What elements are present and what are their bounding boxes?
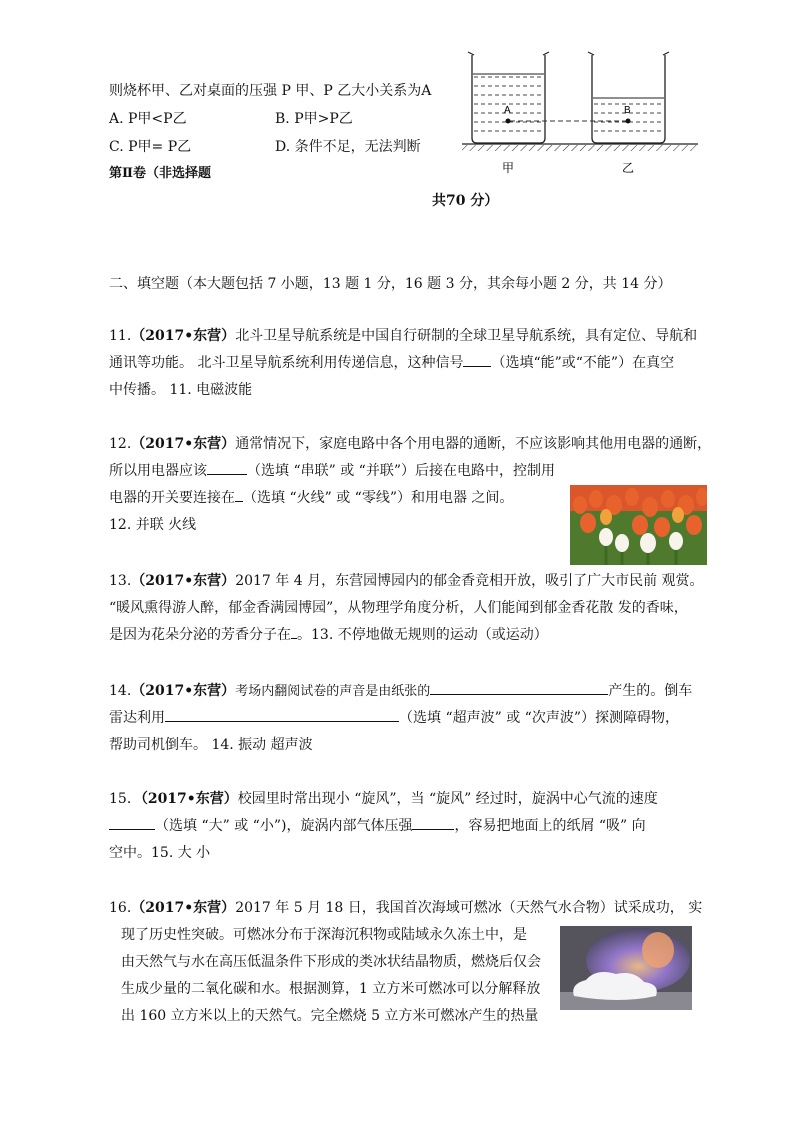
caption-jia: 甲 — [502, 161, 515, 175]
q12-line2: 所以用电器应该 （选填 “串联” 或 “并联”）后接在电路中，控制用 — [109, 460, 555, 483]
q15-line2: （选填 “大” 或 “小”)，旋涡内部气体压强 ，容易把地面上的纸屑 “吸” 向 — [109, 815, 646, 838]
q16-line1: 16.（2017•东营）2017 年 5 月 18 日，我国首次海域可燃冰（天然气水合物）试采成功， 实 — [109, 900, 703, 916]
q10-option-c: C. P甲= P乙 — [109, 139, 192, 155]
q13-line3: 是因为花朵分泌的芳香分子在 。13. 不停地做无规则的运动（或运动） — [109, 624, 548, 647]
q16-line3: 由天然气与水在高压低温条件下形成的类冰状结晶物质，燃烧后仅会 — [121, 954, 541, 970]
q10-stem: 则烧杯甲、乙对桌面的压强 P 甲、P 乙大小关系为A — [109, 83, 432, 99]
q15-line1: 15．（2017•东营）校园里时常出现小 “旋风”，当 “旋风” 经过时，旋涡中心气流的速度 — [109, 791, 658, 807]
q15-blank1 — [109, 815, 155, 830]
point-a-label: A — [504, 105, 511, 116]
q16-line4: 生成少量的二氧化碳和水。根据测算，1 立方米可燃冰可以分解释放 — [121, 981, 541, 997]
q13-line2: “暖风熏得游人醉，郁金香满园博园”，从物理学角度分析，人们能闻到郁金香花散 发的香味， — [109, 600, 688, 616]
q13-line1: 13.（2017•东营）2017 年 4 月，东营园博园内的郁金香竞相开放，吸引了广大市民前 观赏。 — [109, 573, 704, 589]
caption-yi: 乙 — [622, 161, 635, 175]
q11-line2: 通讯等功能。 北斗卫星导航系统利用传递信息，这种信号 （选填“能”或“不能”）在真空 — [109, 352, 674, 375]
part2-score: 共70 分） — [432, 193, 499, 209]
q11-line1: 11.（2017•东营）北斗卫星导航系统是中国自行研制的全球卫星导航系统，具有定位、导航和 — [109, 328, 698, 344]
beaker-left — [468, 52, 549, 143]
q10-option-b: B. P甲>P乙 — [275, 111, 353, 127]
q15-line3: 空中。15. 大 小 — [109, 845, 211, 861]
burning-ice-photo — [560, 926, 692, 1010]
q14-line3: 帮助司机倒车。 14. 振动 超声波 — [109, 737, 313, 753]
section-header: 二、填空题（本大题包括 7 小题，13 题 1 分，16 题 3 分，其余每小题 2 分，共 14 分） — [109, 276, 672, 292]
q16-line5: 出 160 立方米以上的天然气。完全燃烧 5 立方米可燃冰产生的热量 — [121, 1008, 539, 1024]
q12-blank2 — [235, 487, 243, 502]
part2-title: 第Ⅱ卷（非选择题 — [109, 166, 211, 181]
beaker-right — [588, 52, 669, 143]
q12-line1: 12.（2017•东营）通常情况下，家庭电路中各个用电器的通断，不应该影响其他用电器的通断， — [109, 436, 712, 452]
q14-blank1 — [430, 680, 608, 695]
q14-line2: 雷达利用 （选填 “超声波” 或 “次声波”）探测障碍物， — [109, 707, 679, 730]
q11-line3: 中传播。 11. 电磁波能 — [109, 382, 253, 398]
point-b-label: B — [624, 105, 631, 116]
q10-option-d: D. 条件不足，无法判断 — [275, 139, 421, 155]
tulip-photo — [570, 485, 707, 565]
q14-blank2 — [165, 707, 399, 722]
q12-line3: 电器的开关要连接在 （选填 “火线” 或 “零线”）和用电器 之间。 — [109, 487, 513, 510]
beaker-figure — [460, 50, 700, 180]
q11-blank — [463, 352, 491, 367]
q12-blank1 — [207, 460, 247, 475]
q14-line1: 14.（2017•东营）考场内翻阅试卷的声音是由纸张的 产生的。倒车 — [109, 680, 692, 703]
q12-answer: 12. 并联 火线 — [109, 517, 197, 533]
q10-option-a: A. P甲<P乙 — [109, 111, 187, 127]
q16-line2: 现了历史性突破。可燃冰分布于深海沉积物或陆域永久冻土中，是 — [121, 927, 527, 943]
q15-blank2 — [412, 815, 454, 830]
